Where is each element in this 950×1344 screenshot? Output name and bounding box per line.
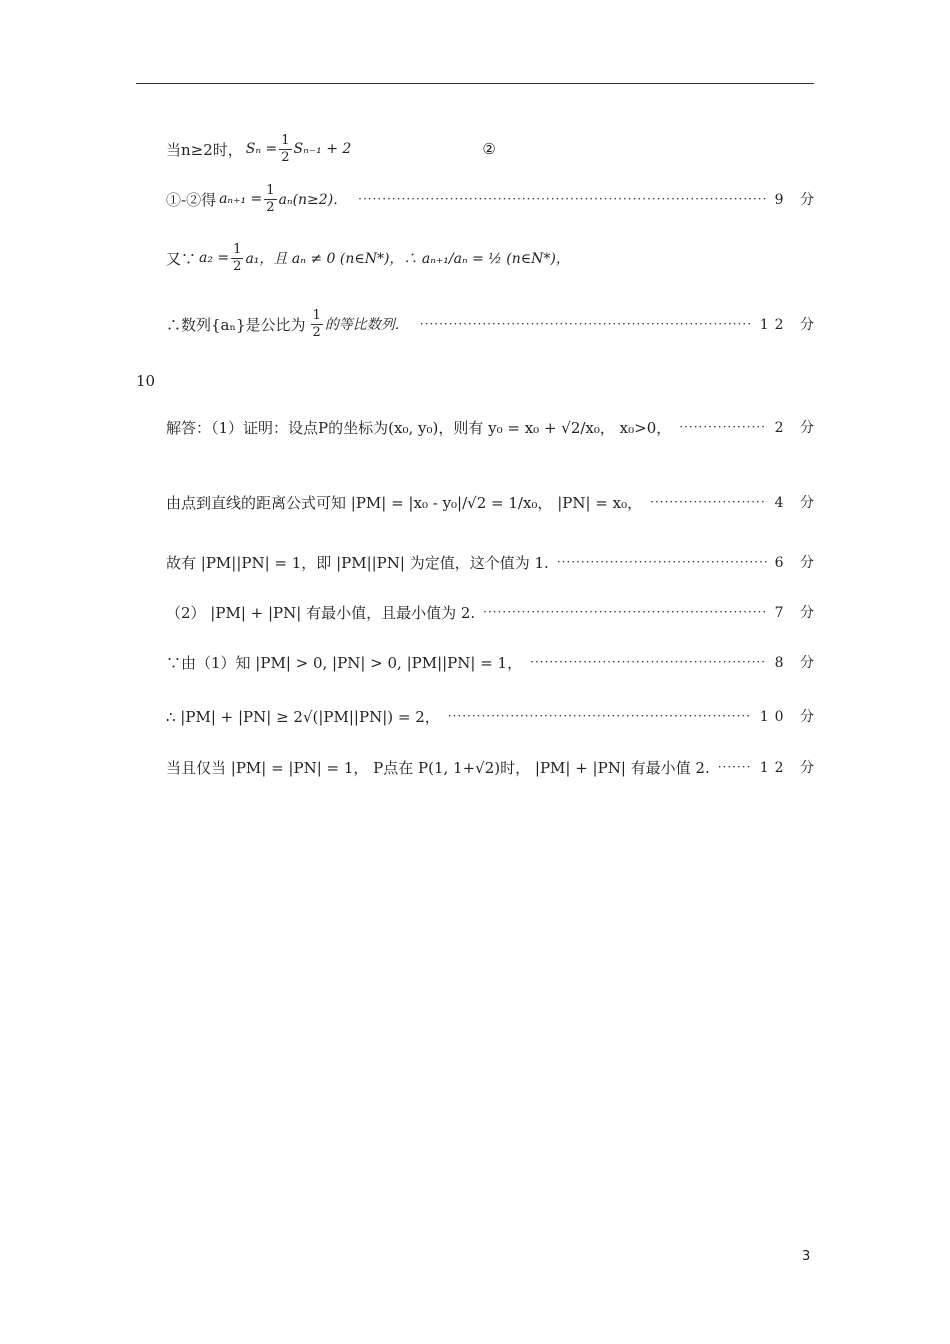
- answer-line-4: [166, 592, 820, 632]
- score-label: 2 分: [774, 420, 820, 436]
- leader-dots: [557, 555, 767, 569]
- header-rule: [136, 83, 814, 84]
- line-prefix: ①-②得: [166, 190, 217, 209]
- answer-text: 故有 |PM||PN| = 1，即 |PM||PN| 为定值，这个值为 1.: [166, 553, 549, 572]
- solution-line-2: [166, 179, 820, 219]
- score-label: 12 分: [759, 317, 820, 333]
- answer-text: 解答：（1）证明：设点P的坐标为(x₀, y₀)，则有 y₀ = x₀ + √2/x₀， x₀>0，: [166, 418, 672, 437]
- leader-dots: [718, 760, 752, 774]
- fraction: $\frac{1}{2}$: [281, 132, 290, 165]
- line-prefix: ∴数列{aₙ}是公比为: [166, 315, 306, 334]
- equation-label: ②: [482, 140, 496, 158]
- formula-right: Sₙ₋₁ + 2: [293, 141, 352, 157]
- answer-line-5: [166, 642, 820, 682]
- answer-text: 由点到直线的距离公式可知 |PM| = |x₀ - y₀|/√2 = 1/x₀， |PN| = x₀，: [166, 493, 643, 512]
- leader-dots: [650, 495, 767, 509]
- formula-left: aₙ₊₁ =: [219, 191, 263, 207]
- answer-line-7: [166, 747, 820, 787]
- score-label: 9 分: [774, 192, 820, 208]
- score-label: 12 分: [759, 760, 820, 776]
- solution-line-3: [166, 238, 814, 278]
- line-prefix: 当n≥2时，: [166, 140, 243, 159]
- solution-line-1: [166, 129, 814, 169]
- leader-dots: [448, 709, 752, 723]
- leader-dots: [483, 605, 766, 619]
- formula-left: Sₙ =: [245, 141, 278, 157]
- line-prefix: 又∵: [166, 249, 197, 268]
- page-number: 3: [802, 1249, 811, 1264]
- answer-text: ∵由（1）知 |PM| > 0, |PN| > 0, |PM||PN| = 1，: [166, 653, 523, 672]
- score-label: 7 分: [774, 605, 820, 621]
- formula-left: a₂ =: [199, 250, 230, 266]
- answer-line-1: [166, 407, 820, 447]
- leader-dots: [358, 192, 766, 206]
- fraction: $\frac{1}{2}$: [312, 307, 321, 340]
- fraction: $\frac{1}{2}$: [233, 241, 242, 274]
- formula-right: aₙ(n≥2)．: [278, 192, 348, 208]
- answer-line-6: [166, 696, 820, 736]
- score-label: 6 分: [774, 555, 820, 571]
- leader-dots: [420, 317, 752, 331]
- answer-text: （2） |PM| + |PN| 有最小值，且最小值为 2.: [166, 603, 476, 622]
- score-label: 8 分: [774, 655, 820, 671]
- formula-right: a₁，且 aₙ ≠ 0 (n∈N*)，∴ aₙ₊₁/aₙ = ½ (n∈N*)，: [245, 251, 570, 267]
- question-number: 10: [136, 372, 156, 390]
- leader-dots: [530, 655, 767, 669]
- answer-text: 当且仅当 |PM| = |PN| = 1， P点在 P(1, 1+√2)时， |PM| + |PN| 有最小值 2.: [166, 758, 710, 777]
- score-label: 4 分: [774, 495, 820, 511]
- score-label: 10 分: [759, 709, 820, 725]
- answer-line-2: [166, 482, 820, 522]
- answer-line-3: [166, 542, 820, 582]
- leader-dots: [679, 420, 766, 434]
- answer-text: ∴ |PM| + |PN| ≥ 2√(|PM||PN|) = 2，: [166, 707, 440, 726]
- formula-right: 的等比数列．: [324, 317, 409, 333]
- fraction: $\frac{1}{2}$: [266, 182, 275, 215]
- solution-line-4: [166, 304, 820, 344]
